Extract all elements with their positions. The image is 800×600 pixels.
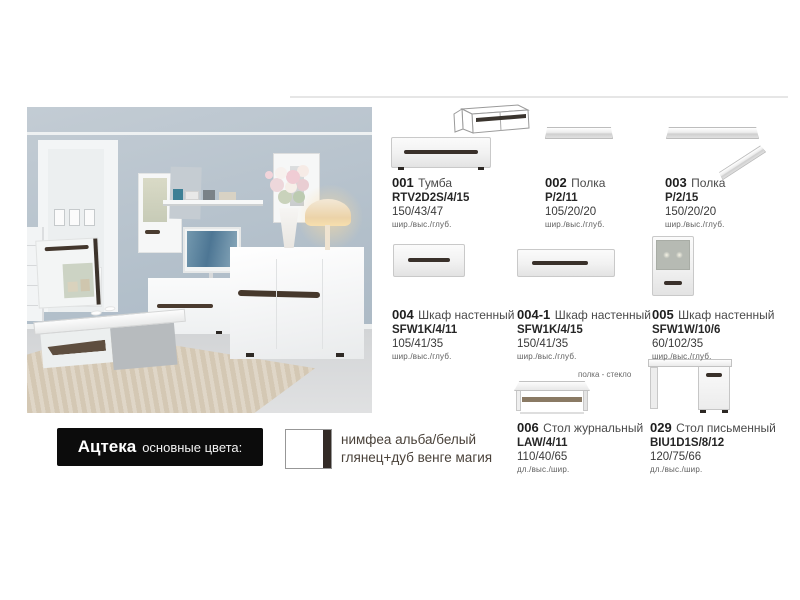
book <box>185 191 199 200</box>
item-dimension-legend: шир./выс./глуб. <box>517 352 577 361</box>
color-name-line1: нимфеа альба/белый <box>341 432 477 447</box>
item-dimension-legend: шир./выс./глуб. <box>392 352 452 361</box>
item-dimensions: 105/41/35 <box>392 338 444 350</box>
bench-foot <box>216 331 222 334</box>
item-name: Шкаф настенный <box>554 308 652 322</box>
door-seam <box>322 259 323 349</box>
door-seam <box>276 259 277 349</box>
item-code: SFW1K/4/15 <box>517 324 583 336</box>
item-dimension-legend: шир./выс./глуб. <box>652 352 712 361</box>
glass-door <box>656 240 690 270</box>
item-code: RTV2D2S/4/15 <box>392 192 470 204</box>
cabinet-glass <box>63 263 95 299</box>
glass-shelf-note: полка - стекло <box>578 370 632 379</box>
item-dimensions: 60/102/35 <box>652 338 704 350</box>
item-dimensions: 110/40/65 <box>517 451 568 463</box>
book <box>203 190 215 200</box>
tv-bench-sketch-icon <box>452 101 536 139</box>
item-name: Полка <box>571 176 606 190</box>
wall-shelf <box>163 200 263 206</box>
room-photo <box>27 107 372 413</box>
item-dimension-legend: шир./выс./глуб. <box>665 220 725 229</box>
product-image-004-1 <box>517 249 615 277</box>
item-code: SFW1K/4/11 <box>392 324 458 336</box>
small-picture <box>69 209 80 226</box>
item-number: 001 <box>392 175 414 190</box>
cup <box>104 306 115 312</box>
item-code: LAW/4/11 <box>517 437 568 449</box>
catalog-item-004-1 <box>517 308 651 361</box>
item-dimensions: 120/75/66 <box>650 451 702 463</box>
wenge-stripe <box>323 430 331 468</box>
item-number: 003 <box>665 175 687 190</box>
catalog-item-006 <box>517 421 643 474</box>
glass-decor <box>80 279 90 291</box>
cabinet-handle <box>145 230 160 234</box>
sideboard-foot <box>336 353 344 357</box>
item-name: Стол письменный <box>676 421 776 435</box>
small-picture <box>84 209 95 226</box>
glass-decor <box>67 282 78 293</box>
catalog-item-002 <box>545 176 605 229</box>
color-description <box>341 431 492 467</box>
item-dimensions: 105/20/20 <box>545 206 597 218</box>
cabinet-handle <box>45 245 89 251</box>
sideboard <box>230 247 364 359</box>
item-code: P/2/11 <box>545 192 578 204</box>
item-number: 002 <box>545 175 567 190</box>
item-code: SFW1W/10/6 <box>652 324 721 336</box>
item-dimension-legend: шир./выс./глуб. <box>392 220 452 229</box>
collection-name: Ацтека <box>77 437 137 456</box>
item-number: 029 <box>650 420 672 435</box>
item-name: Стол журнальный <box>543 421 644 435</box>
catalog-item-003 <box>665 176 725 229</box>
brand-plate <box>57 428 263 466</box>
catalog-item-005 <box>652 308 774 361</box>
product-image-006 <box>514 379 590 414</box>
table-front <box>110 323 177 370</box>
colors-label: основные цвета: <box>142 439 243 455</box>
lamp-stem <box>325 225 330 250</box>
sideboard-handle <box>238 290 320 298</box>
flowers <box>265 171 273 179</box>
item-code: BIU1D1S/8/12 <box>650 437 725 449</box>
product-image-005 <box>652 236 694 296</box>
catalog-item-029 <box>650 421 776 474</box>
item-dimension-legend: дл./выс./шир. <box>650 465 703 474</box>
item-name: Шкаф настенный <box>418 308 515 322</box>
catalog-item-001 <box>392 176 469 229</box>
lamp <box>305 199 351 226</box>
product-image-029 <box>648 357 732 413</box>
item-name: Тумба <box>418 176 453 190</box>
item-code: P/2/15 <box>665 192 699 204</box>
book <box>173 189 183 200</box>
product-image-001 <box>391 137 491 168</box>
item-name: Полка <box>691 176 726 190</box>
coffee-table <box>32 288 197 387</box>
ceiling-molding <box>27 132 372 135</box>
top-rule <box>290 96 788 98</box>
book <box>219 192 236 200</box>
item-dimension-legend: шир./выс./глуб. <box>545 220 605 229</box>
item-number: 004 <box>392 307 414 322</box>
item-name: Шкаф настенный <box>678 308 775 322</box>
item-number: 004-1 <box>517 307 551 322</box>
item-number: 006 <box>517 420 539 435</box>
item-dimension-legend: дл./выс./шир. <box>517 465 570 474</box>
color-swatch <box>285 429 332 469</box>
item-dimensions: 150/41/35 <box>517 338 569 350</box>
small-picture <box>54 209 65 226</box>
item-dimensions: 150/43/47 <box>392 206 444 218</box>
product-image-003 <box>666 127 759 139</box>
sideboard-foot <box>246 353 254 357</box>
product-image-004 <box>393 244 465 277</box>
product-image-002 <box>545 127 613 139</box>
catalog-item-004 <box>392 308 514 361</box>
cup <box>91 310 102 316</box>
item-dimensions: 150/20/20 <box>665 206 717 218</box>
item-number: 005 <box>652 307 674 322</box>
color-name-line2: глянец+дуб венге магия <box>341 450 493 465</box>
